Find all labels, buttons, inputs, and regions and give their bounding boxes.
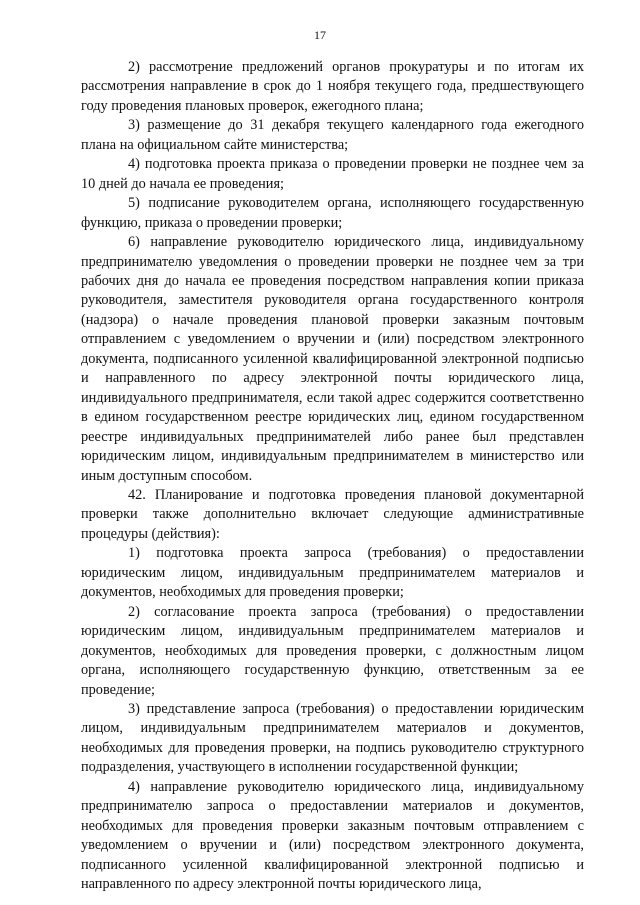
body-text: [81, 58, 584, 894]
paragraph-item-6: 6) направление руководителю юридического лица, индивидуальному предпринимателю уведомления о проведении проверки не позднее чем за три рабочих дня до начала ее проведения посредством направления копии приказа руководителя, заместителя руководителя органа государственного контроля (надзора) о начале проведения плановой проверки заказным почтовым отправлением с уведомлением о вручении и (или) посредством электронного документа, подписанного усиленной квалифицированной электронной подписью и направленного по адресу электронной почты юридического лица, индивидуального предпринимателя, если такой адрес содержится соответственно в едином государственном реестре юридических лиц, едином государственном реестре индивидуальных предпринимателей либо ранее был представлен юридическим лицом, индивидуальным предпринимателем в министерство или иным доступным способом.: [81, 234, 584, 484]
page-number: 17: [314, 28, 326, 42]
paragraph-item-5: 5) подписание руководителем органа, исполняющего государственную функцию, приказа о проведении проверки;: [81, 195, 584, 231]
paragraph-subitem-2: 2) согласование проекта запроса (требования) о предоставлении юридическим лицом, индивидуальным предпринимателем материалов и документов, необходимых для проведения проверки, с должностным лицом органа, исполняющего государственную функцию, ответственным за ее проведение;: [81, 603, 584, 698]
paragraph-item-3: 3) размещение до 31 декабря текущего календарного года ежегодного плана на официальном сайте министерства;: [81, 117, 584, 153]
paragraph-clause-42: 42. Планирование и подготовка проведения плановой документарной проверки также дополнительно включает следующие административные процедуры (действия):: [81, 486, 584, 542]
paragraph-subitem-3: 3) представление запроса (требования) о предоставлении юридическим лицом, индивидуальным предпринимателем материалов и документов, необходимых для проведения проверки, на подпись руководителю структурного подразделения, участвующего в исполнении государственной функции;: [81, 700, 584, 776]
paragraph-item-4: 4) подготовка проекта приказа о проведении проверки не позднее чем за 10 дней до начала ее проведения;: [81, 156, 584, 192]
paragraph-item-2: 2) рассмотрение предложений органов прокуратуры и по итогам их рассмотрения направление в срок до 1 ноября текущего года, предшествующего году проведения плановых проверок, ежегодного плана;: [81, 59, 584, 114]
paragraph-subitem-1: 1) подготовка проекта запроса (требования) о предоставлении юридическим лицом, индивидуальным предпринимателем материалов и документов, необходимых для проведения проверки;: [81, 545, 584, 601]
paragraph-subitem-4: 4) направление руководителю юридического лица, индивидуальному предпринимателю запроса о предоставлении материалов и документов, необходимых для проведения проверки заказным почтовым отправлением с уведомлением о вручении и (или) посредством электронного документа, подписанного усиленной квалифицированной электронной подписью и направленного по адресу электронной почты юридического лица,: [81, 778, 584, 893]
